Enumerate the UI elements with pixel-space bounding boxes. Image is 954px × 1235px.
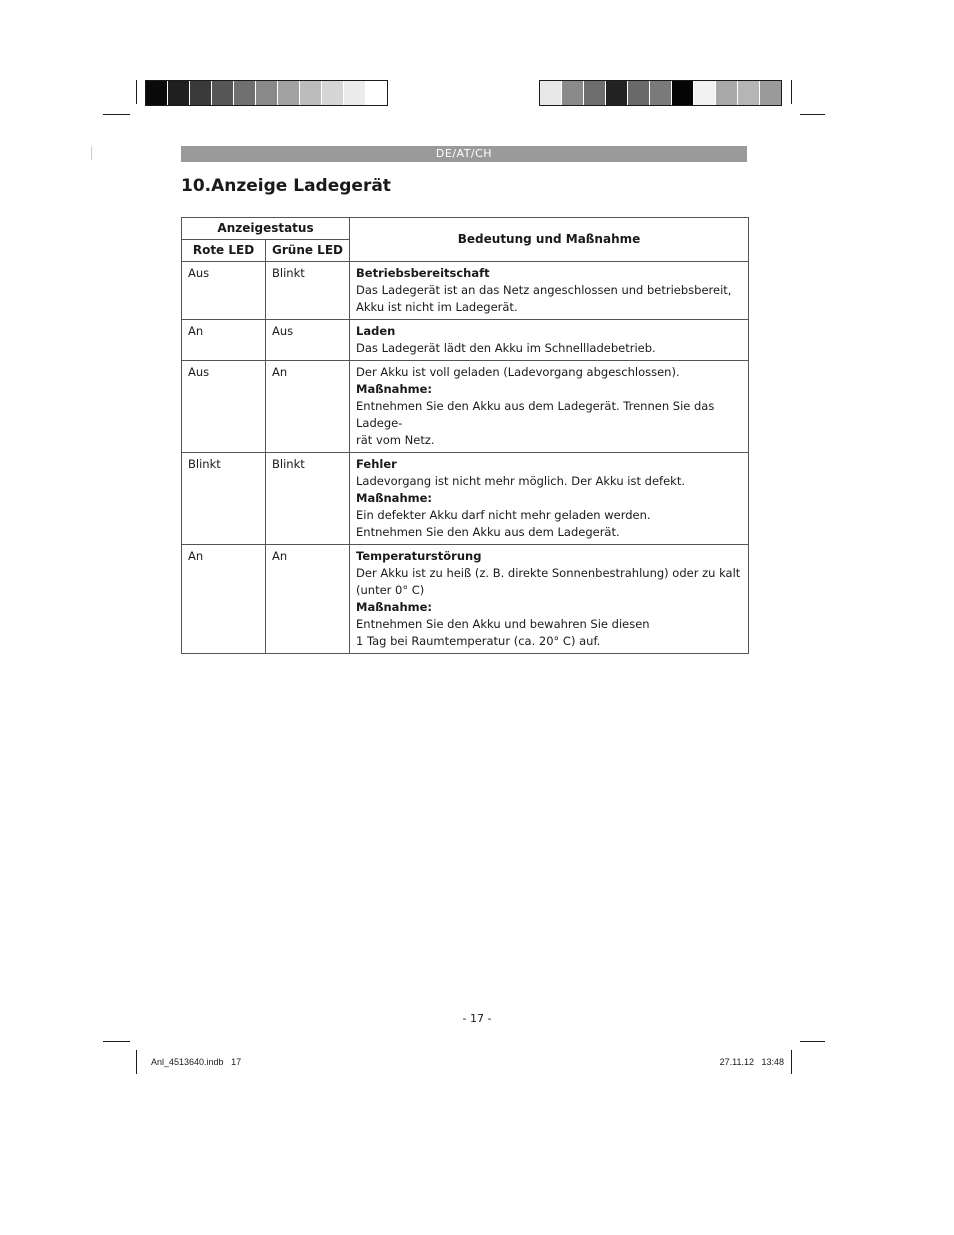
crop-mark-bottom-right-h (800, 1041, 825, 1042)
table-row (182, 361, 749, 453)
meaning-heading: Maßnahme: (356, 600, 433, 614)
meaning-heading: Fehler (356, 457, 397, 471)
cell-green-led: An (266, 361, 350, 453)
meaning-text: rät vom Netz. (356, 433, 435, 447)
footer-file: Anl_4513640.indb 17 (151, 1057, 242, 1067)
meaning-text: Der Akku ist zu heiß (z. B. direkte Sonnenbestrahlung) oder zu kalt (356, 566, 741, 580)
color-swatch (256, 81, 278, 105)
cell-meaning (350, 262, 749, 320)
meaning-heading: Laden (356, 324, 396, 338)
color-calibration-bar-left (145, 80, 388, 106)
color-swatch (344, 81, 366, 105)
color-swatch (212, 81, 234, 105)
meaning-text: Ladevorgang ist nicht mehr möglich. Der Akku ist defekt. (356, 474, 685, 488)
color-swatch (694, 81, 716, 105)
crop-mark-top-right-h (800, 114, 825, 115)
meaning-text: Entnehmen Sie den Akku aus dem Ladegerät. (356, 525, 620, 539)
meaning-text: Entnehmen Sie den Akku aus dem Ladegerät. Trennen Sie das Ladege- (356, 399, 715, 430)
cell-red-led: Aus (182, 361, 266, 453)
header-green-led: Grüne LED (266, 240, 350, 262)
cell-meaning (350, 320, 749, 361)
crop-mark-bottom-left-v (136, 1050, 137, 1074)
cell-red-led: An (182, 320, 266, 361)
color-swatch (168, 81, 190, 105)
header-meaning: Bedeutung und Maßnahme (350, 218, 749, 262)
color-swatch (540, 81, 562, 105)
color-swatch (760, 81, 781, 105)
meaning-text: Ein defekter Akku darf nicht mehr geladen werden. (356, 508, 651, 522)
color-swatch (300, 81, 322, 105)
meaning-heading: Maßnahme: (356, 491, 433, 505)
crop-mark-top-left-v (136, 80, 137, 104)
color-swatch (628, 81, 650, 105)
table-row (182, 453, 749, 545)
table-row (182, 320, 749, 361)
meaning-text: Der Akku ist voll geladen (Ladevorgang abgeschlossen). (356, 365, 680, 379)
meaning-heading: Maßnahme: (356, 382, 433, 396)
color-swatch (672, 81, 694, 105)
meaning-text: Das Ladegerät lädt den Akku im Schnellladebetrieb. (356, 341, 656, 355)
color-swatch (190, 81, 212, 105)
cell-red-led: An (182, 545, 266, 654)
meaning-text: (unter 0° C) (356, 583, 425, 597)
header-indicator-status: Anzeigestatus (182, 218, 350, 240)
cell-meaning (350, 361, 749, 453)
color-swatch (650, 81, 672, 105)
footer-datetime: 27.11.12 13:48 (719, 1057, 784, 1067)
cell-meaning (350, 545, 749, 654)
crop-mark-top-right-v (791, 80, 792, 104)
page-number: - 17 - (462, 1012, 492, 1025)
color-calibration-bar-right (539, 80, 782, 106)
crop-mark-top-left-h (103, 114, 130, 115)
table-row (182, 545, 749, 654)
side-mark (91, 146, 92, 160)
header-red-led: Rote LED (182, 240, 266, 262)
color-swatch (234, 81, 256, 105)
color-swatch (562, 81, 584, 105)
cell-red-led: Aus (182, 262, 266, 320)
color-swatch (606, 81, 628, 105)
meaning-text: Das Ladegerät ist an das Netz angeschlossen und betriebsbereit, (356, 283, 732, 297)
cell-green-led: Blinkt (266, 262, 350, 320)
color-swatch (366, 81, 387, 105)
meaning-text: 1 Tag bei Raumtemperatur (ca. 20° C) auf. (356, 634, 601, 648)
meaning-text: Akku ist nicht im Ladegerät. (356, 300, 518, 314)
crop-mark-bottom-right-v (791, 1050, 792, 1074)
color-swatch (716, 81, 738, 105)
color-swatch (584, 81, 606, 105)
meaning-text: Entnehmen Sie den Akku und bewahren Sie diesen (356, 617, 650, 631)
color-swatch (322, 81, 344, 105)
meaning-heading: Betriebsbereitschaft (356, 266, 490, 280)
cell-green-led: Aus (266, 320, 350, 361)
language-bar: DE/AT/CH (181, 146, 747, 162)
color-swatch (146, 81, 168, 105)
color-swatch (738, 81, 760, 105)
cell-red-led: Blinkt (182, 453, 266, 545)
color-swatch (278, 81, 300, 105)
cell-green-led: Blinkt (266, 453, 350, 545)
table-row (182, 262, 749, 320)
section-title: 10.Anzeige Ladegerät (181, 176, 391, 196)
crop-mark-bottom-left-h (103, 1041, 130, 1042)
cell-green-led: An (266, 545, 350, 654)
meaning-heading: Temperaturstörung (356, 549, 482, 563)
charger-indicator-table (181, 217, 749, 654)
cell-meaning (350, 453, 749, 545)
